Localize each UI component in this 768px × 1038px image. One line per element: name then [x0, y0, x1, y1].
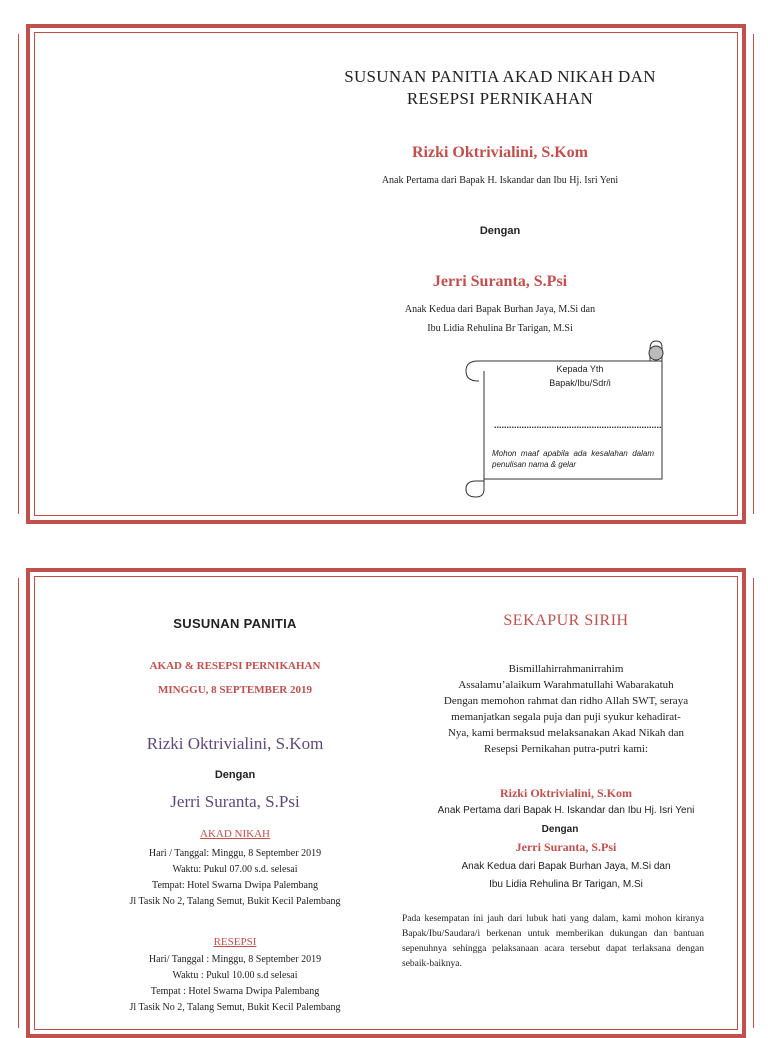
akad-title: AKAD NIKAH [200, 828, 270, 840]
resepsi-place: Tempat : Hotel Swarna Dwipa Palembang [150, 986, 320, 997]
cover-title [340, 66, 660, 110]
right-groom-name: Jerri Suranta, S.Psi [515, 840, 617, 854]
left-subheading2: MINGGU, 8 SEPTEMBER 2019 [157, 684, 312, 696]
cover-title-line2: RESEPSI PERNIKAHAN [406, 89, 594, 108]
right-with: Dengan [541, 824, 579, 835]
para-line: Assalamu’alaikum Warahmatullahi Wabarakatuh [458, 679, 674, 691]
cover-title-line1: SUSUNAN PANITIA AKAD NIKAH DAN [344, 67, 656, 86]
para-line: Resepsi Pernikahan putra-putri kami: [483, 743, 649, 755]
right-opening-paragraph [400, 661, 732, 757]
para-line: Bismillahirrahmanirrahim [508, 663, 624, 675]
scroll-note: Mohon maaf apabila ada kesalahan dalam penulisan nama & gelar [492, 449, 654, 469]
right-groom-parents-line2: Ibu Lidia Rehulina Br Tarigan, M.Si [489, 879, 643, 890]
left-groom-name: Jerri Suranta, S.Psi [170, 792, 300, 811]
right-bride-name: Rizki Oktrivialini, S.Kom [499, 786, 632, 800]
resepsi-title: RESEPSI [213, 936, 257, 948]
scroll-to-line1: Kepada Yth [556, 364, 604, 374]
para-line: Dengan memohon rahmat dan ridho Allah SWT, seraya [443, 695, 689, 707]
right-closing-paragraph: Pada kesempatan ini jauh dari lubuk hati yang dalam, kami mohon kiranya Bapak/Ibu/Saudara/i berkenan untuk memberikan dukungan dan bantuan sepenuhnya sehingga pelaksanaan acara tersebut dapat terlaksana dengan sebaik-baiknya. [402, 914, 704, 969]
cover-with: Dengan [479, 225, 521, 237]
right-groom-parents-line1: Anak Kedua dari Bapak Burhan Jaya, M.Si dan [461, 861, 671, 872]
akad-time: Waktu: Pukul 07.00 s.d. selesai [172, 864, 298, 875]
cover-bride-name: Rizki Oktrivialini, S.Kom [411, 144, 588, 161]
left-bride-name: Rizki Oktrivialini, S.Kom [146, 734, 324, 753]
akad-address: Jl Tasik No 2, Talang Semut, Bukit Kecil Palembang [129, 896, 341, 907]
cover-card [26, 24, 746, 524]
cover-groom-parents-line1: Anak Kedua dari Bapak Burhan Jaya, M.Si dan [404, 304, 596, 315]
right-bride-parents: Anak Pertama dari Bapak H. Iskandar dan Ibu Hj. Isri Yeni [437, 805, 695, 816]
inner-card [26, 568, 746, 1038]
left-heading: SUSUNAN PANITIA [173, 616, 297, 631]
cover-bride-parents: Anak Pertama dari Bapak H. Iskandar dan Ibu Hj. Isri Yeni [381, 175, 619, 186]
akad-place: Tempat: Hotel Swarna Dwipa Palembang [152, 880, 318, 891]
cover-groom-name: Jerri Suranta, S.Psi [432, 273, 568, 290]
resepsi-address: Jl Tasik No 2, Talang Semut, Bukit Kecil Palembang [129, 1002, 341, 1013]
left-subheading1: AKAD & RESEPSI PERNIKAHAN [149, 660, 321, 672]
scroll-to-line2: Bapak/Ibu/Sdr/i [549, 378, 611, 388]
para-line: memanjatkan segala puja dan puji syukur kehadirat- [451, 711, 681, 723]
para-line: Nya, kami bermaksud melaksanakan Akad Nikah dan [447, 727, 685, 739]
right-heading: SEKAPUR SIRIH [503, 612, 629, 629]
akad-date: Hari / Tanggal: Minggu, 8 September 2019 [148, 848, 322, 859]
left-with: Dengan [214, 769, 256, 781]
resepsi-time: Waktu : Pukul 10.00 s.d selesai [172, 970, 298, 981]
scroll-addressee [500, 362, 660, 390]
cover-groom-parents-line2: Ibu Lidia Rehulina Br Tarigan, M.Si [427, 323, 573, 334]
scroll-name-dots: ................................................................... [494, 420, 662, 430]
akad-details [60, 846, 410, 910]
resepsi-date: Hari/ Tanggal : Minggu, 8 September 2019 [148, 954, 322, 965]
resepsi-details [60, 952, 410, 1016]
